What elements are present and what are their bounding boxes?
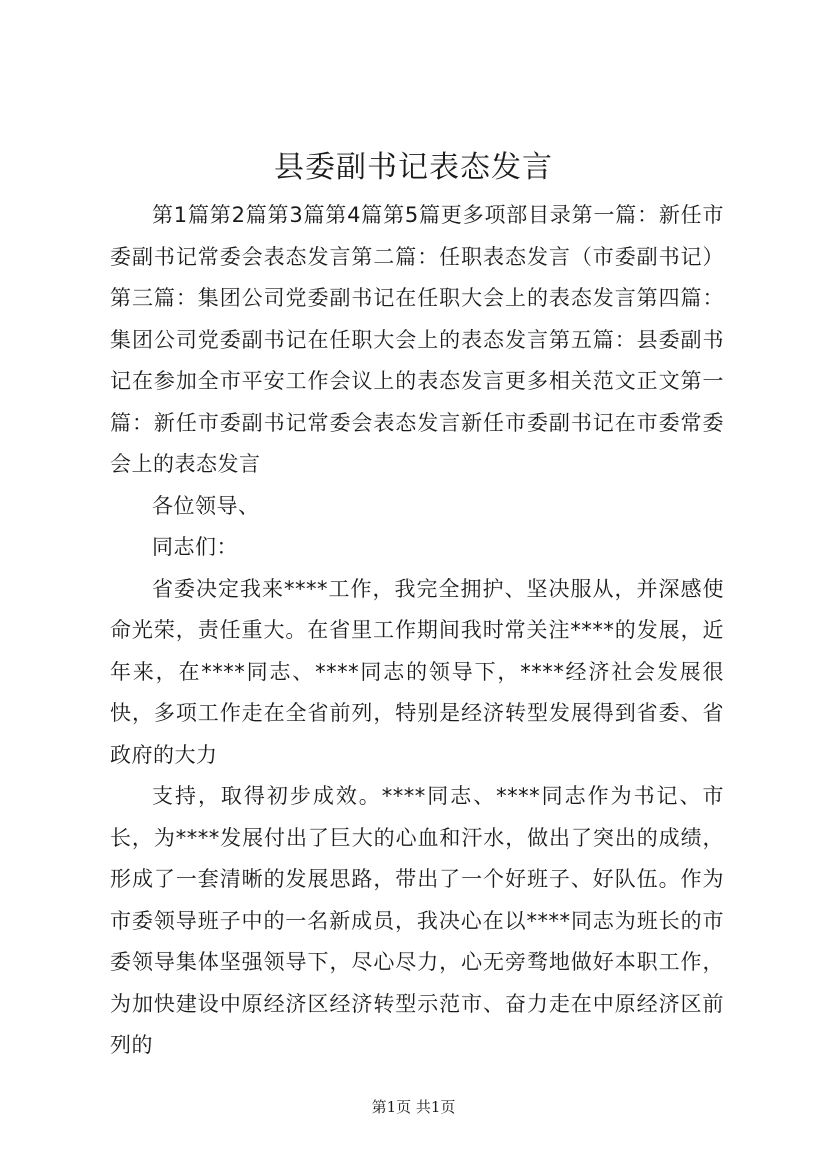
document-body	[110, 195, 724, 1067]
document-title: 县委副书记表态发言	[274, 150, 553, 185]
paragraph-salutation-leaders: 各位领导、	[152, 493, 260, 518]
paragraph-body-2: 支持，取得初步成效。****同志、****同志作为书记、市长，为****发展付出了巨大的心血和汗水，做出了突出的成绩，形成了一套清晰的发展思路，带出了一个好班子、好队伍。作为市委领导班子中的一名新成员，我决心在以****同志为班长的市委领导集体坚强领导下，尽心尽力，心无旁骛地做好本职工作，为加快建设中原经济区经济转型示范市、奋力走在中原经济区前列的	[110, 784, 724, 1057]
page-footer: 第1页 共1页	[371, 1098, 456, 1116]
paragraph-salutation-comrades: 同志们：	[152, 535, 238, 559]
paragraph-body-1: 省委决定我来****工作，我完全拥护、坚决服从，并深感使命光荣，责任重大。在省里工作期间我时常关注****的发展，近年来，在****同志、****同志的领导下，****经济社会发展很快，多项工作走在全省前列，特别是经济转型发展得到省委、省政府的大力	[110, 576, 724, 767]
paragraph-toc: 第1篇第2篇第3篇第4篇第5篇更多项部目录第一篇：新任市委副书记常委会表态发言第二篇：任职表态发言（市委副书记）第三篇：集团公司党委副书记在任职大会上的表态发言第四篇：集团公司党委副书记在任职大会上的表态发言第五篇：县委副书记在参加全市平安工作会议上的表态发言更多相关范文正文第一篇：新任市委副书记常委会表态发言新任市委副书记在市委常委会上的表态发言	[110, 203, 724, 476]
